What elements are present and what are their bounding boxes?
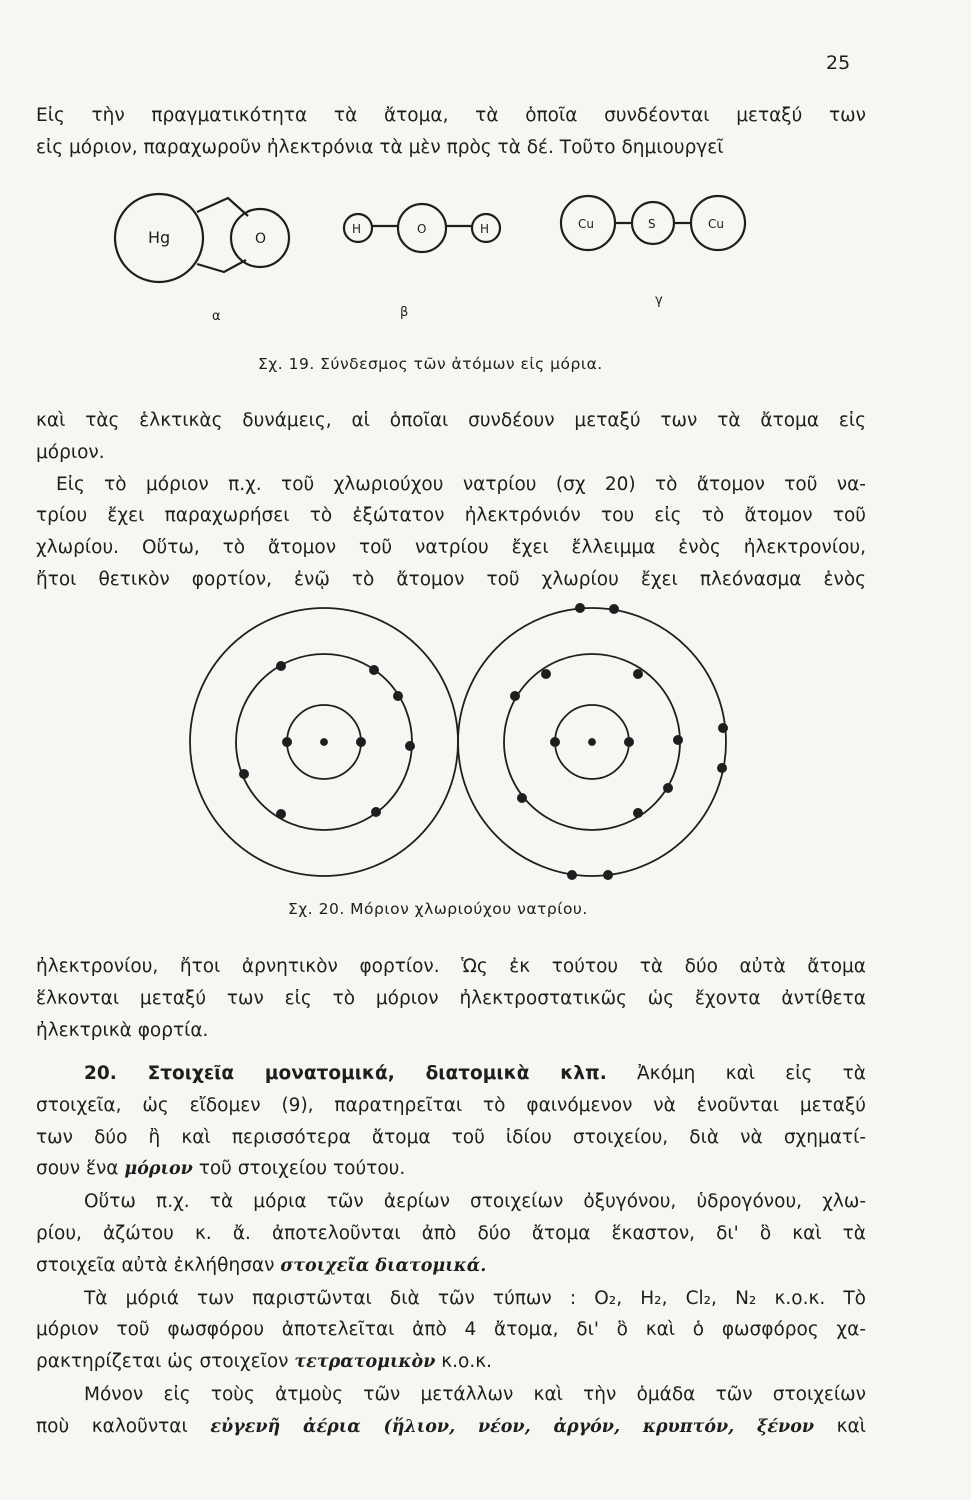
page-number: 25 bbox=[826, 52, 851, 74]
atom-label: Cu bbox=[708, 217, 724, 231]
text-segment: καὶ bbox=[836, 1415, 866, 1437]
text-line: τρίου ἔχει παραχωρήσει τὸ ἐξώτατον ἠλεκτρόνιόν του εἰς τὸ ἄτομον τοῦ bbox=[36, 505, 866, 527]
text-segment: ρακτηρίζεται ὡς στοιχεῖον bbox=[36, 1351, 289, 1373]
electron bbox=[718, 723, 728, 733]
term-molecule: μόριον bbox=[124, 1159, 193, 1180]
text-segment: κ.ο.κ. bbox=[441, 1351, 493, 1373]
bond-line bbox=[197, 198, 248, 216]
electron bbox=[575, 603, 585, 613]
electron bbox=[624, 737, 634, 747]
text-line: Μόνον εἰς τοὺς ἀτμοὺς τῶν μετάλλων καὶ τὴν ὁμάδα τῶν στοιχείων bbox=[84, 1383, 866, 1405]
paragraph-ionic bbox=[36, 951, 866, 1046]
text-line: μόριον. bbox=[36, 441, 105, 463]
electron bbox=[282, 737, 292, 747]
subfigure-label: α bbox=[212, 309, 221, 324]
text-line: εἰς μόριον, παραχωροῦν ἠλεκτρόνια τὰ μὲν πρὸς τὰ δέ. Τοῦτο δημιουργεῖ bbox=[36, 136, 724, 158]
text-line: ἠλεκτρονίου, ἤτοι ἀρνητικὸν φορτίον. Ὡς ἐκ τούτου τὰ δύο αὐτὰ ἄτομα bbox=[36, 956, 866, 977]
nucleus bbox=[321, 739, 327, 745]
subfigure-label: β bbox=[400, 305, 409, 320]
text-line: ἕλκονται μεταξύ των εἰς τὸ μόριον ἠλεκτροστατικῶς ὡς ἔχοντα ἀντίθετα bbox=[36, 987, 866, 1009]
figure-20-nacl-diagram bbox=[180, 598, 780, 898]
text-line: των δύο ἢ καὶ περισσότερα ἄτομα τοῦ ἰδίου στοιχείου, διὰ νὰ σχηματί- bbox=[36, 1126, 866, 1148]
text-line bbox=[36, 1346, 866, 1379]
electron bbox=[393, 691, 403, 701]
atom-label: S bbox=[648, 217, 656, 231]
text-line bbox=[36, 1153, 866, 1186]
electron bbox=[717, 763, 727, 773]
text-line: μόριον τοῦ φωσφόρου ἀποτελεῖται ἀπὸ 4 ἄτομα, δι' ὃ καὶ ὁ φωσφόρος χα- bbox=[36, 1319, 866, 1341]
electrons bbox=[239, 603, 728, 880]
electron bbox=[609, 604, 619, 614]
sodium-atom bbox=[190, 608, 458, 876]
electron bbox=[550, 737, 560, 747]
electron bbox=[405, 741, 415, 751]
atom-label: O bbox=[255, 231, 267, 247]
chlorine-atom bbox=[458, 608, 726, 876]
electron bbox=[510, 691, 520, 701]
text-line: Εἰς τὸ μόριον π.χ. τοῦ χλωριούχου νατρίου (σχ 20) τὸ ἄτομον τοῦ να- bbox=[56, 473, 866, 495]
text-line: Εἰς τὴν πραγματικότητα τὰ ἄτομα, τὰ ὁποῖα συνδέονται μεταξύ των bbox=[36, 105, 866, 126]
electron bbox=[517, 793, 527, 803]
bond-line bbox=[197, 260, 246, 272]
figure-19-bond-diagram bbox=[100, 180, 800, 330]
electron bbox=[276, 809, 286, 819]
text-line: ἤτοι θετικὸν φορτίον, ἐνῷ τὸ ἄτομον τοῦ χλωρίου ἔχει πλεόνασμα ἑνὸς bbox=[36, 568, 866, 590]
electron bbox=[663, 783, 673, 793]
text-line: ρίου, ἀζώτου κ. ἄ. ἀποτελοῦνται ἀπὸ δύο ἄτομα ἕκαστον, δι' ὃ καὶ τὰ bbox=[36, 1222, 866, 1244]
atom-label: H bbox=[480, 222, 490, 236]
section-20 bbox=[36, 1058, 866, 1444]
atom-label: Hg bbox=[148, 228, 171, 247]
text-line: ἠλεκτρικὰ φορτία. bbox=[36, 1019, 209, 1041]
electron bbox=[371, 807, 381, 817]
text-line: στοιχεῖα, ὡς εἴδομεν (9), παρατηρεῖται τὸ φαινόμενον νὰ ἑνοῦνται μεταξύ bbox=[36, 1094, 866, 1116]
nucleus bbox=[589, 739, 595, 745]
electron bbox=[541, 669, 551, 679]
section-heading: 20. Στοιχεῖα μονατομικά, διατομικὰ κλπ. bbox=[84, 1063, 607, 1084]
atom-label: Cu bbox=[578, 217, 594, 231]
text-segment: ποὺ καλοῦνται bbox=[36, 1415, 188, 1437]
text-line: Τὰ μόριά των παριστῶνται διὰ τῶν τύπων : O₂, H₂, Cl₂, N₂ κ.ο.κ. Τὸ bbox=[84, 1287, 866, 1309]
figure-19-caption: Σχ. 19. Σύνδεσμος τῶν ἀτόμων εἰς μόρια. bbox=[258, 355, 603, 373]
text-segment: σουν ἕνα bbox=[36, 1158, 119, 1180]
electron bbox=[633, 669, 643, 679]
subfigure-label: γ bbox=[655, 293, 663, 308]
term-diatomic: στοιχεῖα διατομικά. bbox=[280, 1255, 487, 1276]
electron bbox=[633, 808, 643, 818]
electron bbox=[603, 870, 613, 880]
term-noble-gases: εὐγενῆ ἀέρια (ἥλιον, νέον, ἀργόν, κρυπτόν, ξένον bbox=[210, 1416, 815, 1437]
text-line: καὶ τὰς ἑλκτικὰς δυνάμεις, αἱ ὁποῖαι συνδέουν μεταξύ των τὰ ἄτομα εἰς bbox=[36, 410, 866, 431]
text-line bbox=[36, 1250, 866, 1283]
paragraph-bonding bbox=[36, 405, 866, 596]
text-segment: τοῦ στοιχείου τούτου. bbox=[198, 1158, 406, 1180]
electron bbox=[276, 661, 286, 671]
text-line: χλωρίου. Οὕτω, τὸ ἄτομον τοῦ νατρίου ἔχει ἔλλειμμα ἑνὸς ἠλεκτρονίου, bbox=[36, 537, 866, 559]
text-line bbox=[36, 1411, 866, 1444]
section-heading-line bbox=[36, 1058, 866, 1090]
electron bbox=[356, 737, 366, 747]
electron bbox=[567, 870, 577, 880]
text-line: Οὕτω π.χ. τὰ μόρια τῶν ἀερίων στοιχείων ὀξυγόνου, ὑδρογόνου, χλω- bbox=[84, 1191, 866, 1213]
electron bbox=[673, 735, 683, 745]
term-tetratomic: τετρατομικὸν bbox=[294, 1352, 436, 1373]
figure-20-caption: Σχ. 20. Μόριον χλωριούχου νατρίου. bbox=[288, 900, 588, 918]
electron bbox=[369, 665, 379, 675]
paragraph-intro bbox=[36, 100, 866, 164]
atom-label: H bbox=[352, 222, 362, 236]
text-segment: Ἀκόμη καὶ εἰς τὰ bbox=[637, 1063, 866, 1084]
text-segment: στοιχεῖα αὐτὰ ἐκλήθησαν bbox=[36, 1254, 275, 1276]
atom-label: O bbox=[417, 222, 427, 236]
electron bbox=[239, 769, 249, 779]
